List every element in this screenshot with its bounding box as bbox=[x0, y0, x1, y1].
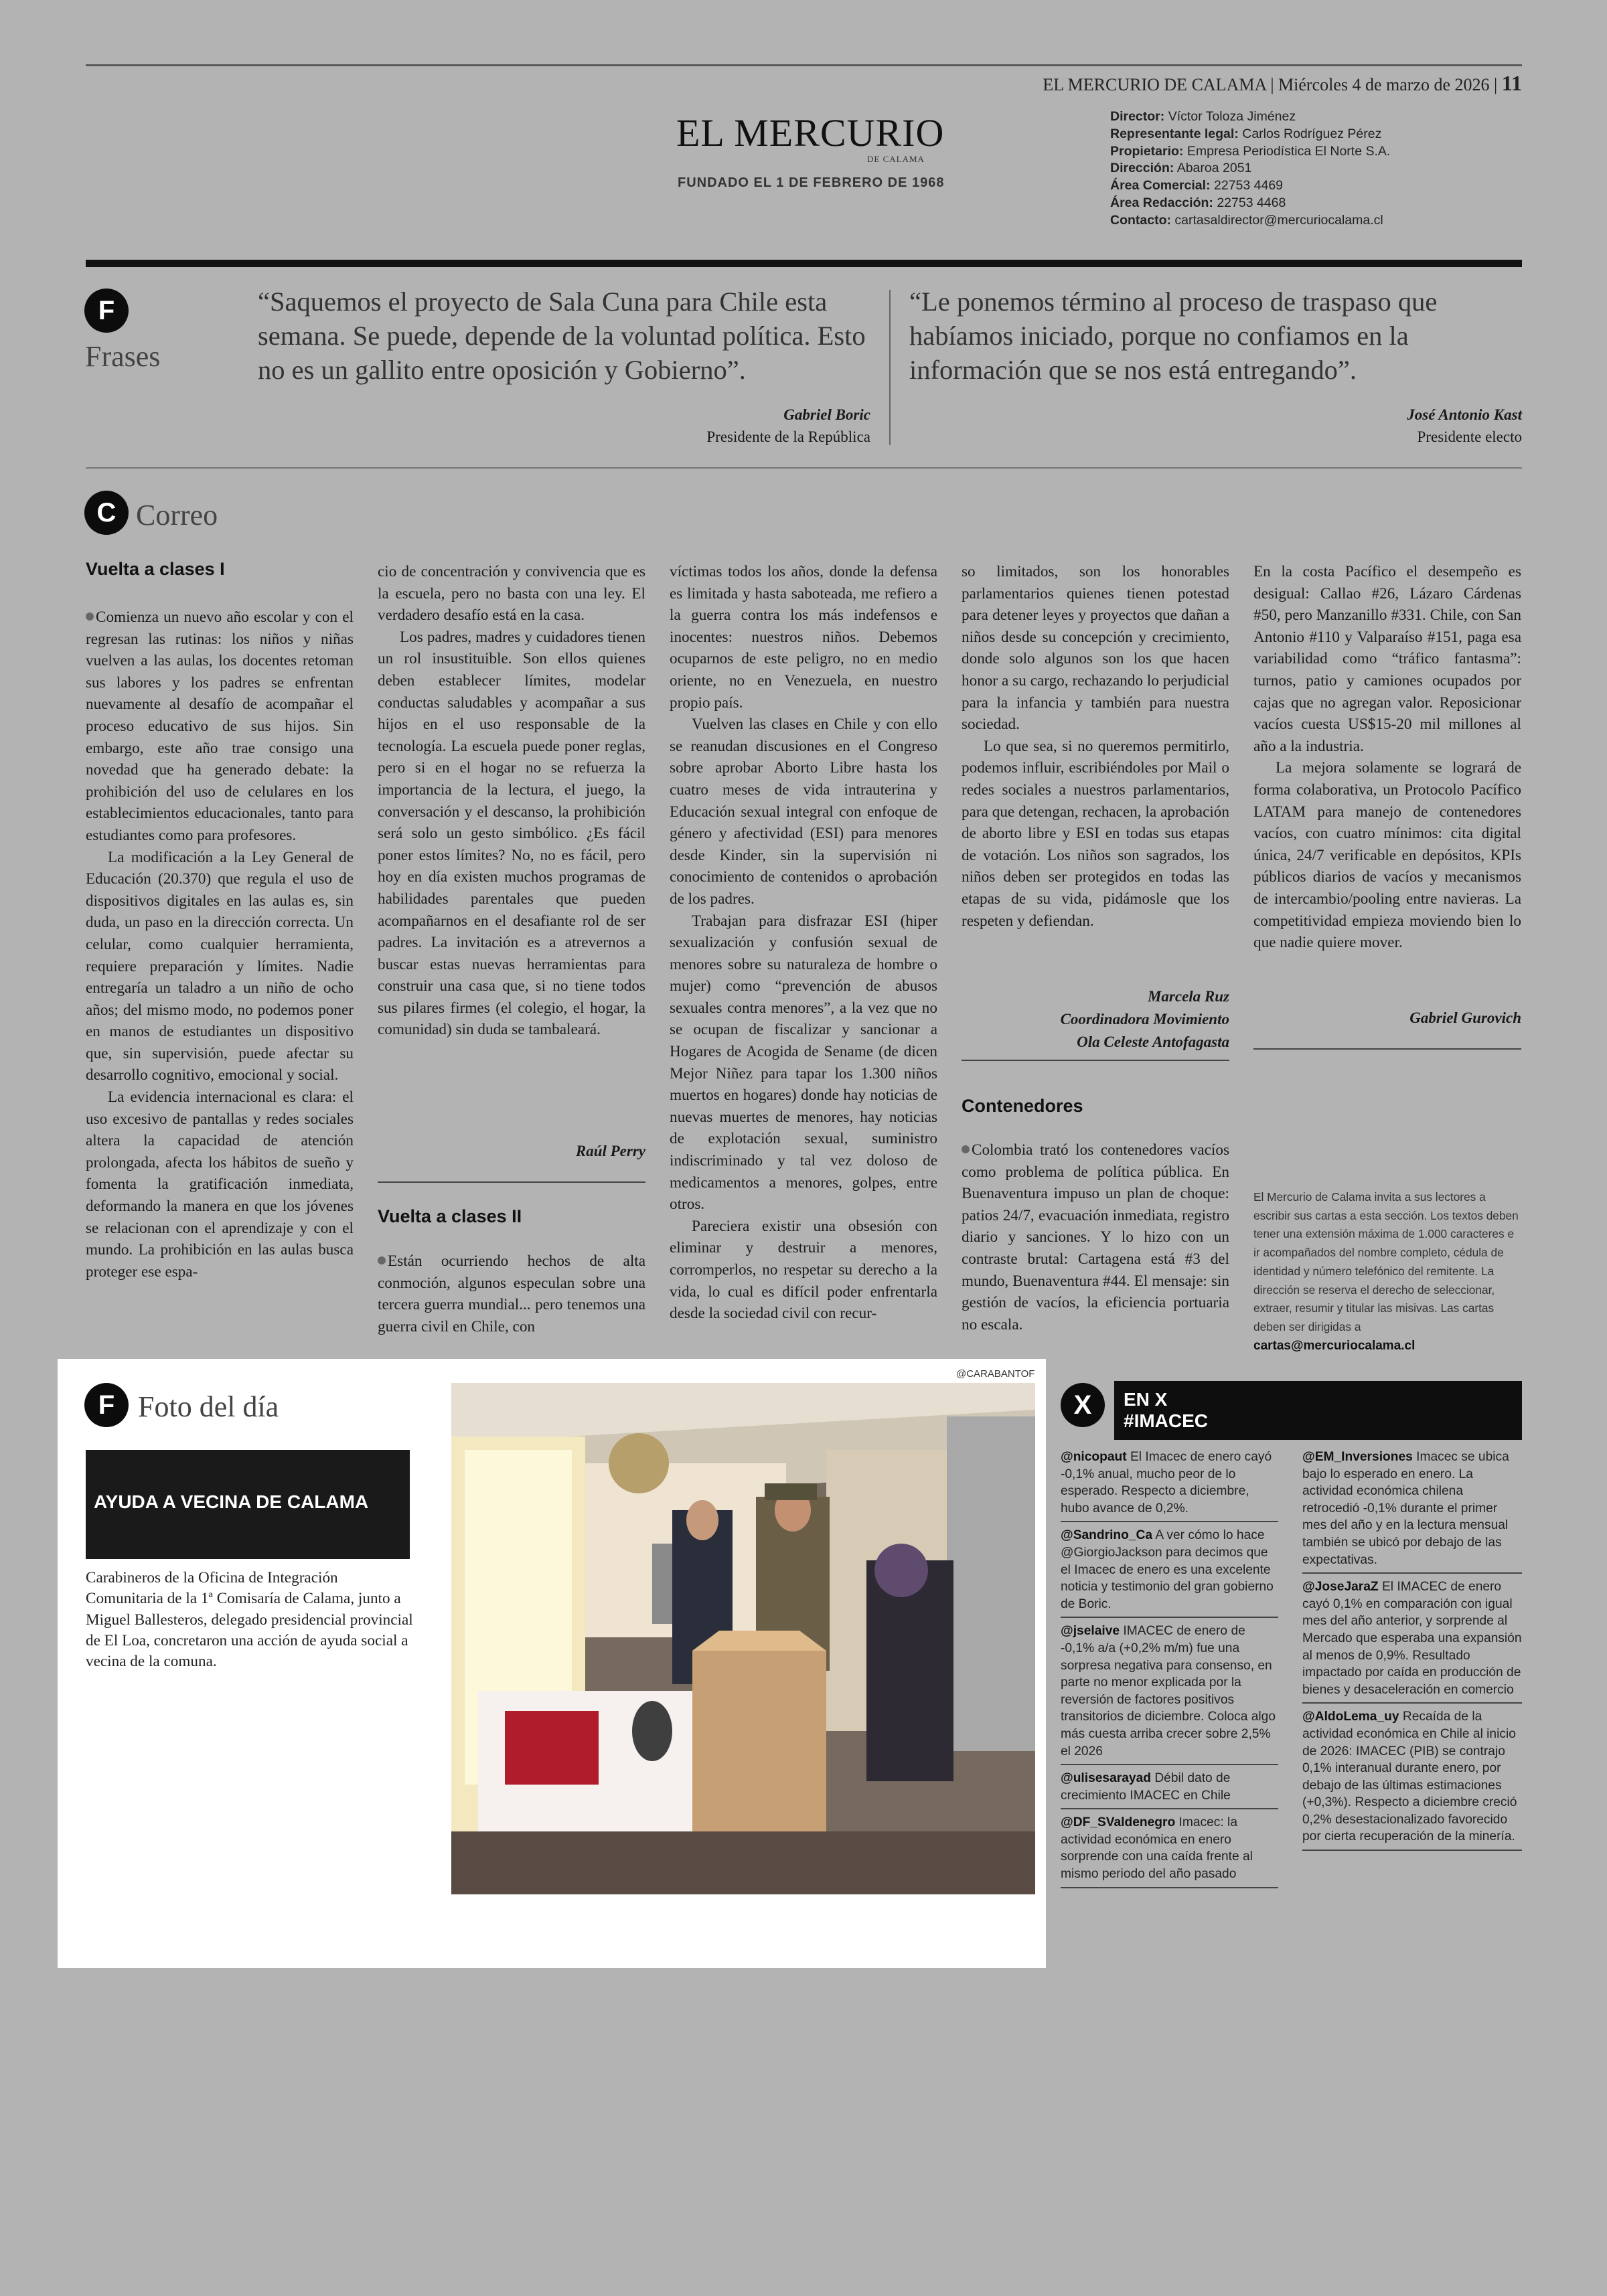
tweet-handle[interactable]: @AldoLema_uy bbox=[1302, 1710, 1399, 1724]
bullet-icon bbox=[86, 612, 94, 621]
letter-column bbox=[962, 1139, 1229, 1335]
staff-line: Propietario: Empresa Periodística El Norte S.A. bbox=[1110, 143, 1391, 159]
foto-title: Foto del día bbox=[138, 1390, 279, 1423]
photo-illustration bbox=[451, 1383, 1035, 1894]
paragraph: Pareciera existir una obsesión con eliminar y destruir a menores, corromperlos, no respetar su derecho a la vida, lo cual es difícil poder enfrentarla desde la sociedad civil con recur- bbox=[670, 1217, 937, 1323]
letter-signature: Marcela Ruz Coordinadora Movimiento Ola Celeste Antofagasta bbox=[1060, 988, 1229, 1050]
newspaper-logo-sub: DE CALAMA bbox=[867, 154, 925, 164]
tweet-handle[interactable]: @EM_Inversiones bbox=[1302, 1450, 1413, 1464]
bullet-icon bbox=[378, 1256, 386, 1264]
edition-name: EL MERCURIO DE CALAMA bbox=[1043, 75, 1266, 94]
x-badge-icon: X bbox=[1061, 1383, 1105, 1427]
paragraph: Lo que sea, si no queremos permitirlo, podemos influir, escribiéndoles por Mail o redes sociales a nuestros parlamentarios, para que detengan, rechacen, la aprobación de aborto libre y ESI en todas sus etapas de votación. Los niños son sagrados, los niños deben ser protegidos en todas las etapas de su vida, pidámosle que los respeten y defiendan. bbox=[962, 737, 1229, 930]
tweet: @Sandrino_Ca A ver cómo lo hace @GiorgioJackson para decimos que el Imacec de enero es una excelente noticia y testimonio del gran gobierno de Boric. bbox=[1061, 1525, 1278, 1618]
founded-date: FUNDADO EL 1 DE FEBRERO DE 1968 bbox=[678, 175, 945, 190]
section-divider bbox=[86, 260, 1522, 267]
tweet-handle[interactable]: @jselaive bbox=[1061, 1624, 1120, 1639]
frases-title: Frases bbox=[85, 340, 161, 373]
staff-line: Director: Víctor Toloza Jiménez bbox=[1110, 109, 1296, 124]
letter-column bbox=[670, 561, 937, 1325]
paragraph: so limitados, son los honorables parlamentarios quienes tienen potestad para detener leyes y proyectos que dañan a niños desde su concepción y crecimiento, donde solo algunos son los que hacen honor a su cargo, rechazando lo perjudicial para la infancia y también para nuestra sociedad. bbox=[962, 563, 1229, 734]
paragraph: La evidencia internacional es clara: el uso excesivo de pantallas y redes sociales altera la capacidad de atención prolongada, afecta los hábitos de sueño y fomenta la gratificación inmediata, deformando la manera en que los jóvenes se relacionan con el aprendizaje y con el mundo. La prohibición en las aulas busca proteger ese espa- bbox=[86, 1088, 354, 1281]
tweet: @DF_SValdenegro Imacec: la actividad económica en enero sorprende con una caída frente al mismo periodo del año pasado bbox=[1061, 1812, 1278, 1888]
tweet: @EM_Inversiones Imacec se ubica bajo lo esperado en enero. La actividad económica chilena retrocedió -0,1% durante el primer mes del año y en la lectura mensual también se ubicó por debajo de las expectativas. bbox=[1302, 1447, 1522, 1574]
staff-line: Área Redacción: 22753 4468 bbox=[1110, 195, 1286, 210]
letter-title: Contenedores bbox=[962, 1096, 1083, 1116]
paragraph: cio de concentración y convivencia que es la escuela, pero no basta con una ley. El verdadero desafío está en la casa. bbox=[378, 563, 645, 625]
contact-email[interactable]: cartasaldirector@mercuriocalama.cl bbox=[1174, 212, 1383, 228]
photo-of-the-day bbox=[451, 1383, 1035, 1894]
paragraph: En la costa Pacífico el desempeño es desigual: Callao #26, Lázaro Cárdenas #50, pero Manzanillo #331. Chile, con San Antonio #110 y Valparaíso #151, paga esa variabilidad como “tráfico fantasma”: turnos, patio y camiones ocupados por cajas que no agregan valor. Reposicionar vacíos cuesta US$15-20 mil millones al año a la industria. bbox=[1253, 563, 1521, 755]
quote-text: “Saquemos el proyecto de Sala Cuna para Chile esta semana. Se puede, depende de la voluntad política. Esto no es un gallito entre oposición y Gobierno”. bbox=[258, 286, 866, 385]
paragraph: Colombia trató los contenedores vacíos como problema de política pública. En Buenaventura impuso un plan de choque: patios 24/7, evacuación inmediata, registro diario y sanciones. Y lo hizo con un contraste brutal: Cartagena está #3 del mundo, Buenaventura #44. El mensaje: sin gestión de vacíos, la eficiencia portuaria no escala. bbox=[962, 1141, 1229, 1333]
letter-column bbox=[378, 561, 645, 1041]
tweet: @AldoLema_uy Recaída de la actividad económica en Chile al inicio de 2026: IMACEC (PIB) se contrajo 0,1% interanual durante enero, por debajo de las últimas estimaciones (+0,3%). Respecto a diciembre creció 0,2% desestacionalizado favorecido por cierta recuperación de la minería. bbox=[1302, 1706, 1522, 1851]
paragraph: Vuelven las clases en Chile y con ello se reanudan discusiones en el Congreso sobre aprobar Aborto Libre hasta los cuatro meses de vida intrauterina y Educación sexual integral con enfoque de género y afectividad (ESI) para menores desde Kinder, sin la supervisión ni conocimiento de contenidos o aprobación de los padres. bbox=[670, 716, 937, 908]
bullet-icon bbox=[962, 1145, 970, 1153]
letters-notice: El Mercurio de Calama invita a sus lectores a escribir sus cartas a esta sección. Los textos deben tener una extensión máxima de 1.000 caracteres e ir acompañados del nombre completo, cédula de identidad y número telefónico del remitente. La dirección se reserva el derecho de seleccionar, extraer, resumir y titular las misivas. Las cartas deben ser dirigidas a cartas@mercuriocalama.cl bbox=[1253, 1190, 1519, 1353]
edition-date: Miércoles 4 de marzo de 2026 bbox=[1278, 75, 1490, 94]
letter-column bbox=[378, 1250, 645, 1337]
letters-email[interactable]: cartas@mercuriocalama.cl bbox=[1253, 1338, 1415, 1353]
hashtag[interactable]: #IMACEC bbox=[1124, 1410, 1209, 1431]
letter-divider bbox=[1253, 1048, 1521, 1050]
staff-box bbox=[1110, 108, 1390, 230]
paragraph: víctimas todos los años, donde la defensa es limitada y hasta saboteada, me refiero a la guerra contra los más indefensos e inocentes: nuestros niños. Debemos ocuparnos de este peligro, no en medio oriente, no en Venezuela, en nuestro propio país. bbox=[670, 563, 937, 712]
letter-divider bbox=[962, 1060, 1229, 1061]
page-number: 11 bbox=[1501, 71, 1522, 95]
quote-role: Presidente de la República bbox=[706, 428, 870, 445]
letter-signature: Raúl Perry bbox=[575, 1143, 645, 1159]
letter-column bbox=[1253, 561, 1521, 954]
tweet: @jselaive IMACEC de enero de -0,1% a/a (+0,2% m/m) fue una sorpresa negativa para consenso, en parte no menor explicada por la reversión de factores positivos transitorios de diciembre. Coloca algo más cuesta arriba crecer sobre 2,5% el 2026 bbox=[1061, 1621, 1278, 1765]
letter-signature: Gabriel Gurovich bbox=[1409, 1009, 1521, 1026]
tweet-handle[interactable]: @Sandrino_Ca bbox=[1061, 1528, 1153, 1543]
tweets-column bbox=[1061, 1447, 1278, 1891]
edition-line: EL MERCURIO DE CALAMA | Miércoles 4 de marzo de 2026 | 11 bbox=[1043, 71, 1522, 95]
staff-line: Área Comercial: 22753 4469 bbox=[1110, 178, 1284, 193]
letter-divider bbox=[378, 1181, 645, 1183]
frases-badge-icon: F bbox=[84, 289, 129, 333]
quote-divider bbox=[889, 290, 891, 445]
quote-author: Gabriel Boric bbox=[783, 406, 870, 423]
letter-column bbox=[962, 561, 1229, 932]
staff-line: Contacto: cartasaldirector@mercuriocalama.cl bbox=[1110, 212, 1383, 228]
letter-title: Vuelta a clases II bbox=[378, 1206, 522, 1226]
paragraph: La modificación a la Ley General de Educación (20.370) que regula el uso de dispositivos digitales en las aulas es, sin duda, un paso en la dirección correcta. Un celular, como cualquier herramienta, requiere preparación y límites. Nadie entregaría un taladro a un niño de ocho años; del mismo modo, no podemos poner en manos de estudiantes un dispositivo que, sin supervisión, puede afectar su desarrollo cognitivo, emocional y social. bbox=[86, 848, 354, 1084]
quote-text: “Le ponemos término al proceso de traspaso que habíamos iniciado, porque no confiamos en la información que se nos está entregando”. bbox=[909, 286, 1438, 385]
tweet-handle[interactable]: @nicopaut bbox=[1061, 1450, 1127, 1464]
tweet: @JoseJaraZ El IMACEC de enero cayó 0,1% en comparación con igual mes del año anterior, y sorprende al Mercado que esperaba una expansión al menos de 0,9%. Resultado impactado por caída en producción de bienes y desaceleración en comercio bbox=[1302, 1576, 1522, 1704]
quote-author: José Antonio Kast bbox=[1407, 406, 1522, 423]
paragraph: Comienza un nuevo año escolar y con el regresan las rutinas: los niños y niñas vuelven a las aulas, los docentes retoman sus labores y los padres se enfrentan nuevamente al desafío de acompañar el proceso educativo de sus hijos. Sin embargo, este año trae consigo una novedad que ha generado debate: la prohibición del uso de celulares en los establecimientos educacionales, tanto para estudiantes como para profesores. bbox=[86, 608, 354, 844]
staff-line: Dirección: Abaroa 2051 bbox=[1110, 161, 1252, 176]
foto-badge-icon: F bbox=[84, 1383, 129, 1427]
photo-headline: AYUDA A VECINA DE CALAMA bbox=[86, 1450, 410, 1559]
letter-title: Vuelta a clases I bbox=[86, 559, 225, 579]
correo-title: Correo bbox=[136, 499, 218, 531]
photo-credit: @CARABANTOF bbox=[956, 1368, 1035, 1380]
paragraph: Los padres, madres y cuidadores tienen un rol insustituible. Son ellos quienes deben establecer límites, modelar conductas saludables y acompañar a sus hijos en el uso responsable de la tecnología. La escuela puede poner reglas, pero si en el hogar no se refuerza la importancia de la lectura, el juego, la conversación y el descanso, la prohibición será solo un gesto simbólico. ¿Es fácil poner estos límites? No, no es fácil, pero hoy en día existen muchos programas de habilidades parentales que pueden acompañarnos en el desafiante rol de ser padres. La invitación es a atrevernos a buscar estas nuevas herramientas para construir una casa que, si no tiene todos sus pilares firmes (el colegio, el hogar, la comunidad) sin duda se tambaleará. bbox=[378, 628, 645, 1039]
letter-column bbox=[86, 606, 354, 1283]
header-rule bbox=[86, 64, 1522, 66]
paragraph: Trabajan para disfrazar ESI (hiper sexualización y confusión sexual de menores sobre su naturaleza de hombre o mujer) como “prevención de abusos sexuales contra menores”, a la vez que no se ocupan de fiscalizar y sancionar a Hogares de Acogida de Sename (de dicen Mejor Niñez para tapar los 1.300 niños muertos en hogares) donde hay noticias de nuevas muertes de menores, hay noticias de explotación sexual, suministro indiscriminado y tal vez doloso de medicamentos a menores, golpes, entre otros. bbox=[670, 912, 937, 1214]
tweet-handle[interactable]: @JoseJaraZ bbox=[1302, 1580, 1379, 1594]
paragraph: Están ocurriendo hechos de alta conmoción, algunos especulan sobre una tercera guerra mundial... pero tenemos una guerra civil en Chile, con bbox=[378, 1252, 645, 1335]
quote-role: Presidente electo bbox=[1417, 428, 1522, 445]
tweets-column bbox=[1302, 1447, 1522, 1854]
newspaper-logo: EL MERCURIO bbox=[676, 111, 945, 155]
staff-line: Representante legal: Carlos Rodríguez Pérez bbox=[1110, 126, 1382, 141]
photo-caption: Carabineros de la Oficina de Integración Comunitaria de la 1ª Comisaría de Calama, junto a Miguel Ballesteros, delegado presidencial provincial de El Loa, concretaron una acción de ayuda social a vecina de la comuna. bbox=[86, 1569, 413, 1671]
correo-badge-icon: C bbox=[84, 491, 129, 535]
section-divider bbox=[86, 467, 1522, 469]
tweet: @ulisesarayad Débil dato de crecimiento IMACEC en Chile bbox=[1061, 1768, 1278, 1809]
en-x-header: EN X #IMACEC bbox=[1114, 1381, 1522, 1440]
tweet: @nicopaut El Imacec de enero cayó -0,1% anual, mucho peor de lo esperado. Respecto a diciembre, hubo avance de 0,2%. bbox=[1061, 1447, 1278, 1522]
paragraph: La mejora solamente se logrará de forma colaborativa, un Protocolo Pacífico LATAM para manejo de contenedores vacíos, con cuatro mínimos: cita digital única, 24/7 verificable en depósitos, KPIs públicos diarios de vacíos y mecanismos de intercambio/pooling entre navieras. La competitividad empieza moviendo bien lo que nadie quiere mover. bbox=[1253, 759, 1521, 952]
tweet-handle[interactable]: @DF_SValdenegro bbox=[1061, 1815, 1176, 1830]
tweet-handle[interactable]: @ulisesarayad bbox=[1061, 1771, 1151, 1786]
